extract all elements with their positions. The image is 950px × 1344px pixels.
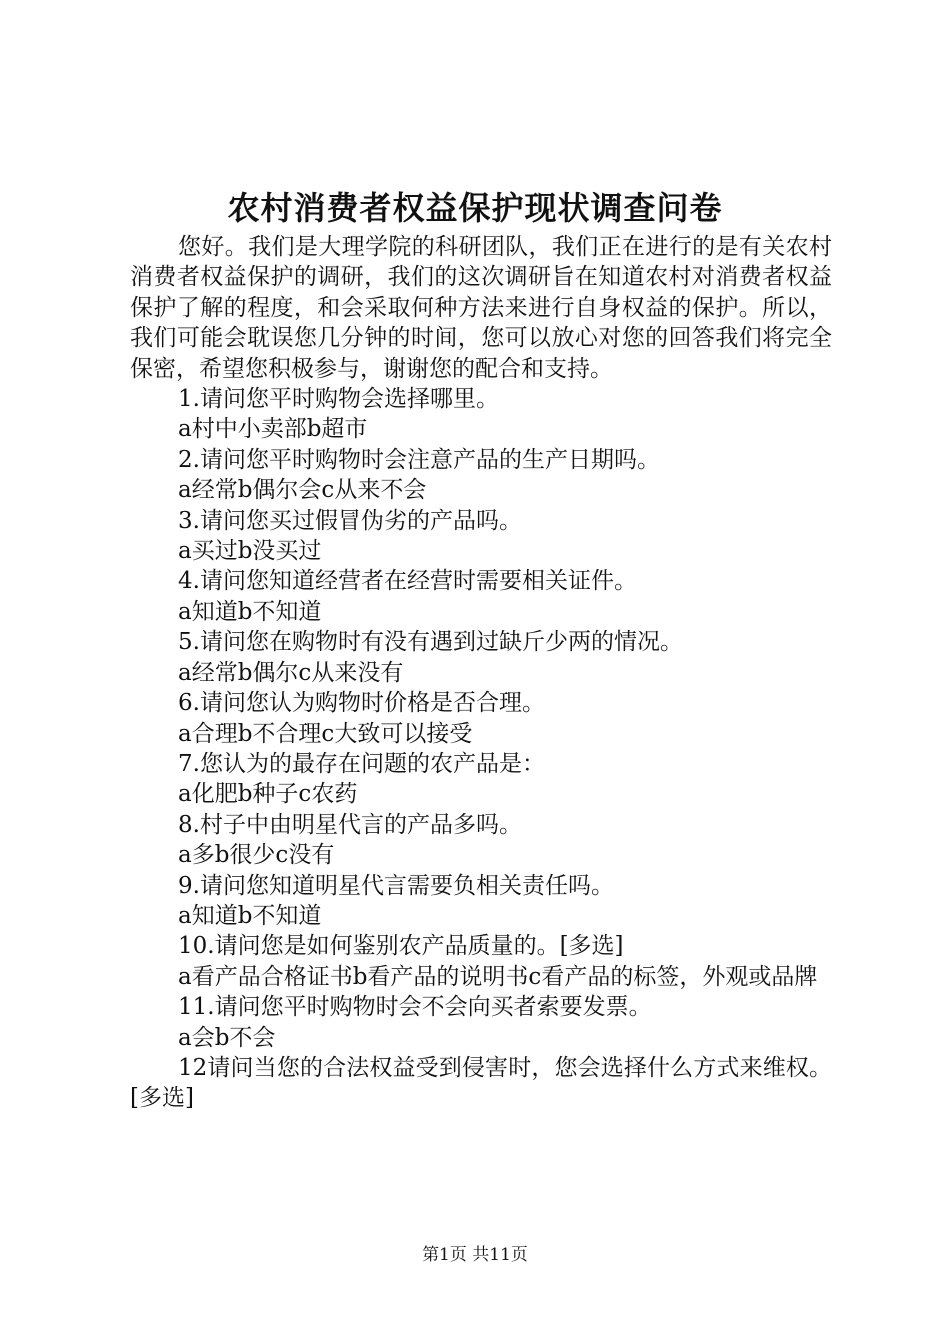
document-body [130, 232, 832, 1114]
question-7: 7.您认为的最存在问题的农产品是： [178, 750, 545, 777]
question-2: 2.请问您平时购物时会注意产品的生产日期吗。 [178, 446, 660, 473]
question-9: 9.请问您知道明星代言需要负相关责任吗。 [178, 872, 614, 899]
question-8: 8.村子中由明星代言的产品多吗。 [178, 811, 522, 838]
answer-options-5: a经常b偶尔c从来没有 [178, 659, 404, 686]
answer-options-9: a知道b不知道 [178, 902, 322, 929]
answer-options-4: a知道b不知道 [178, 598, 322, 625]
question-1: 1.请问您平时购物会选择哪里。 [178, 386, 499, 413]
intro-paragraph: 您好。我们是大理学院的科研团队，我们正在进行的是有关农村消费者权益保护的调研，我们的这次调研旨在知道农村对消费者权益保护了解的程度，和会采取何种方法来进行自身权益的保护。所以，我们可能会耽误您几分钟的时间，您可以放心对您的回答我们将完全保密，希望您积极参与，谢谢您的配合和支持。 [130, 234, 832, 382]
answer-options-10: a看产品合格证书b看产品的说明书c看产品的标签，外观或品牌 [178, 963, 818, 990]
question-6: 6.请问您认为购物时价格是否合理。 [178, 690, 545, 717]
question-4: 4.请问您知道经营者在经营时需要相关证件。 [178, 568, 637, 595]
answer-options-7: a化肥b种子c农药 [178, 781, 358, 808]
answer-options-1: a村中小卖部b超市 [178, 416, 368, 443]
question-3: 3.请问您买过假冒伪劣的产品吗。 [178, 507, 522, 534]
question-12: 12请问当您的合法权益受到侵害时，您会选择什么方式来维权。[多选] [130, 1054, 832, 1112]
question-10: 10.请问您是如何鉴别农产品质量的。[多选] [178, 933, 624, 960]
answer-options-8: a多b很少c没有 [178, 842, 335, 869]
page-footer: 第1页 共11页 [422, 1245, 528, 1265]
answer-options-2: a经常b偶尔会c从来不会 [178, 477, 427, 504]
answer-options-11: a会b不会 [178, 1024, 276, 1051]
document-title: 农村消费者权益保护现状调查问卷 [227, 189, 723, 227]
answer-options-6: a合理b不合理c大致可以接受 [178, 720, 473, 747]
answer-options-3: a买过b没买过 [178, 538, 322, 565]
question-5: 5.请问您在购物时有没有遇到过缺斤少两的情况。 [178, 629, 683, 656]
question-11: 11.请问您平时购物时会不会向买者索要发票。 [178, 994, 652, 1021]
